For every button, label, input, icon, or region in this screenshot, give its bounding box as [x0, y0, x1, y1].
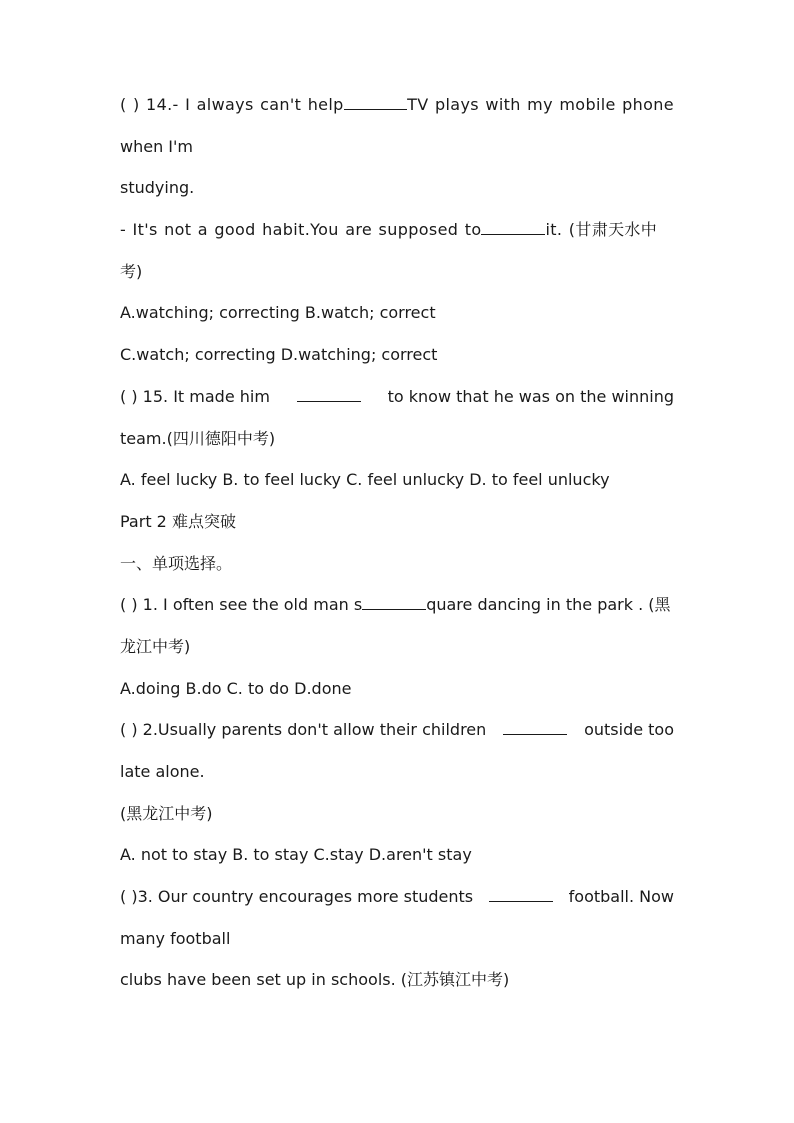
q14-text-post: TV plays with my mobile phone [407, 95, 674, 114]
answer-blank [503, 720, 567, 735]
p2q2-line-1 [120, 720, 674, 740]
q15-options: A. feel lucky B. to feel lucky C. feel unlucky D. to feel unlucky [120, 470, 610, 490]
q14-text-pre: ( ) 14.- I always can't help [120, 95, 344, 114]
answer-blank [489, 887, 553, 902]
answer-blank [297, 387, 361, 402]
p2q2-line-2: late alone. [120, 762, 205, 781]
q14-reply-pre: - It's not a good habit.You are supposed to [120, 220, 482, 240]
answer-blank [481, 220, 545, 235]
section-heading: 一、单项选择。 [120, 553, 233, 573]
q15-text-pre: ( ) 15. It made him [120, 386, 270, 406]
q14-line-1 [120, 95, 674, 115]
p2q3-line-1 [120, 887, 674, 907]
q14-options-2: C.watch; correcting D.watching; correct [120, 345, 438, 365]
p2q1-options: A.doing B.do C. to do D.done [120, 678, 352, 698]
p2q2-text-pre: ( ) 2.Usually parents don't allow their children [120, 720, 487, 740]
p2q3-text-post: football. Now [568, 887, 674, 907]
p2q2-text-post: outside too [584, 720, 674, 740]
q14-options-1: A.watching; correcting B.watch; correct [120, 303, 436, 323]
part2-heading: Part 2 难点突破 [120, 511, 236, 531]
q14-line-5: 考) [120, 261, 143, 281]
q15-line-2: team.(四川德阳中考) [120, 428, 276, 448]
p2q3-text-pre: ( )3. Our country encourages more students [120, 887, 474, 907]
q14-line-3: studying. [120, 178, 195, 198]
p2q1-line-2: 龙江中考) [120, 636, 191, 656]
q15-line-1 [120, 387, 674, 407]
p2q1-text-post: quare dancing in the park . (黑 [426, 595, 671, 615]
q14-line-2: when I'm [120, 136, 193, 156]
answer-blank [344, 95, 407, 110]
p2q2-options: A. not to stay B. to stay C.stay D.aren't stay [120, 845, 472, 865]
p2q1-line-1 [120, 595, 674, 615]
answer-blank [362, 595, 426, 610]
p2q2-line-3: (黑龙江中考) [120, 803, 213, 823]
p2q3-line-3: clubs have been set up in schools. (江苏镇江中考) [120, 970, 510, 990]
document-page [120, 95, 674, 1012]
q14-line-4 [120, 220, 674, 240]
p2q1-text-pre: ( ) 1. I often see the old man s [120, 595, 363, 615]
q15-text-post: to know that he was on the winning [387, 386, 674, 406]
p2q3-line-2: many football [120, 928, 231, 948]
q14-reply-post: it. (甘肃天水中 [545, 220, 658, 240]
